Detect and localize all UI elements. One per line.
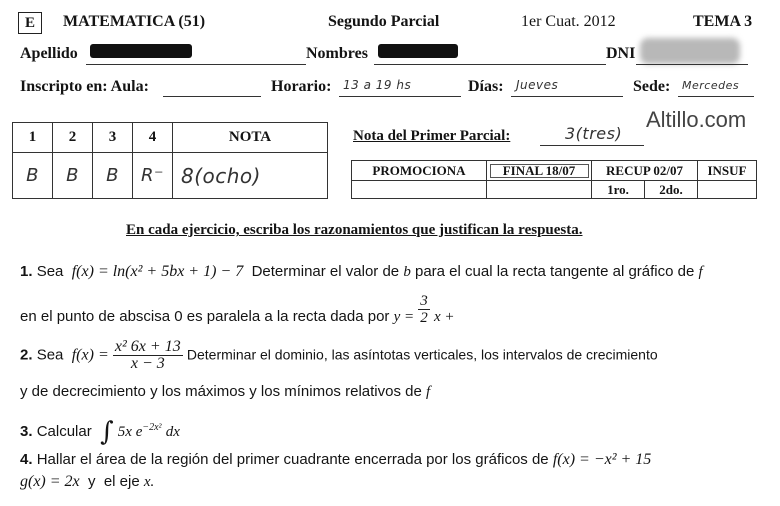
exercise-3-integrand: 5x e: [117, 424, 143, 440]
exercise-1-text-c: en el punto de abscisa 0 es paralela a la recta dada por: [20, 308, 390, 326]
exercise-4-number: 4.: [20, 451, 33, 468]
status-final: FINAL 18/07: [487, 161, 592, 181]
grades-value-row: [13, 153, 328, 199]
surname-label: Apellido: [20, 45, 78, 62]
exercise-3-exponent: −2x²: [142, 422, 162, 433]
status-empty-1: [352, 181, 487, 199]
exercise-2-intro: Sea: [36, 346, 64, 364]
exercise-2-text-a: Determinar el dominio, las asíntotas verticales, los intervalos de crecimiento: [186, 346, 658, 363]
names-redaction: [378, 44, 458, 58]
exercise-4-y: y: [88, 473, 96, 490]
integral-sign-icon: ∫: [100, 417, 114, 447]
instruction: En cada ejercicio, escriba los razonamientos que justifican la respuesta.: [126, 222, 583, 238]
tema-letter-box: [18, 12, 42, 34]
grade-value-4: R⁻: [133, 153, 173, 199]
watermark: Altillo.com: [646, 107, 747, 132]
exercise-2-lhs: f(x) =: [71, 346, 109, 364]
grades-header-2: 2: [53, 123, 93, 153]
exercise-4-line-1: [20, 451, 651, 469]
dni-redaction: [640, 38, 740, 64]
names-line: [374, 64, 606, 65]
grades-header-4: 4: [133, 123, 173, 153]
grade-value-3: B: [93, 153, 133, 199]
first-partial-label: Nota del Primer Parcial:: [353, 128, 511, 144]
status-promociona: PROMOCIONA: [352, 161, 487, 181]
exercise-1-line-1: [20, 263, 703, 281]
exercise-1-text-b: para el cual la recta tangente al gráfico de: [414, 263, 695, 280]
status-recup: RECUP 02/07: [592, 161, 698, 181]
days-label: Días:: [468, 78, 504, 95]
dni-line: [636, 64, 748, 65]
site-label: Sede:: [633, 78, 671, 95]
exam-period: 1er Cuat. 2012: [521, 13, 616, 30]
exercise-4-f: f(x) = −x² + 15: [552, 451, 652, 468]
schedule-label: Horario:: [271, 78, 332, 95]
tema-letter: E: [24, 15, 35, 31]
exam-name: Segundo Parcial: [328, 13, 440, 30]
exercise-1-text-a: Determinar el valor de: [251, 263, 400, 280]
exercise-1-eq: y =: [393, 309, 415, 326]
grades-header-nota: NOTA: [173, 123, 328, 153]
exercise-2-number: 2.: [20, 346, 33, 364]
exercise-1-f: f: [698, 264, 703, 280]
grades-header-1: 1: [13, 123, 53, 153]
schedule-line: [339, 96, 461, 97]
first-partial-value: 3(tres): [565, 124, 623, 143]
grades-table: [12, 122, 328, 199]
aula-line: [163, 96, 261, 97]
grade-value-nota: 8(ocho): [173, 153, 328, 199]
exercise-3-line: [20, 413, 180, 447]
exercise-1-intro: Sea: [36, 263, 64, 280]
status-row-1: [352, 161, 757, 181]
exercise-2-denominator: x − 3: [130, 355, 165, 372]
grade-value-2: B: [53, 153, 93, 199]
exercise-3-number: 3.: [20, 423, 33, 440]
schedule-value: 13 a 19 hs: [343, 78, 412, 92]
status-first: 1ro.: [592, 181, 645, 199]
exercise-2-text-b: y de decrecimiento y los máximos y los mínimos relativos de: [20, 383, 422, 400]
site-line: [678, 96, 754, 97]
dni-label: DNI: [606, 45, 636, 62]
status-table: [351, 160, 757, 199]
status-empty-2: [487, 181, 592, 199]
exercise-4-text-a: Hallar el área de la región del primer cuadrante encerrada por los gráficos de: [36, 451, 549, 468]
exercise-4-line-2: [20, 473, 154, 491]
exercise-1-fraction: [418, 293, 430, 326]
grade-value-1: B: [13, 153, 53, 199]
exercise-1-frac-num: 3: [420, 293, 428, 309]
first-partial-line: [540, 145, 644, 146]
exam-theme: TEMA 3: [693, 13, 753, 30]
exercise-1-line-2: [20, 293, 455, 326]
exercise-2-line-1: [20, 339, 658, 372]
exercise-4-g: g(x) = 2x: [20, 473, 80, 490]
exercise-4-x: x.: [143, 474, 155, 490]
exercise-1-var-b: b: [403, 264, 411, 280]
days-value: Jueves: [516, 78, 559, 92]
days-line: [511, 96, 623, 97]
exercise-1-frac-den: 2: [420, 310, 428, 326]
surname-line: [86, 64, 306, 65]
enrolled-label: Inscripto en: Aula:: [20, 78, 149, 95]
status-insuf: INSUF: [698, 161, 757, 181]
exercise-2-line-2: [20, 383, 430, 401]
exercise-1-formula: f(x) = ln(x² + 5bx + 1) − 7: [71, 263, 244, 280]
status-row-2: [352, 181, 757, 199]
names-label: Nombres: [306, 45, 368, 62]
exercise-2-numerator: x² 6x + 13: [114, 338, 181, 355]
site-value: Mercedes: [682, 79, 740, 92]
status-second: 2do.: [645, 181, 698, 199]
exercise-3-dx: dx: [165, 424, 180, 440]
grades-header-3: 3: [93, 123, 133, 153]
exercise-1-tail: x +: [433, 309, 455, 326]
exercise-3-intro: Calcular: [36, 423, 92, 440]
subject-title: MATEMATICA (51): [63, 13, 206, 30]
exercise-2-f: f: [425, 384, 431, 400]
status-empty-3: [698, 181, 757, 199]
grades-header-row: [13, 123, 328, 153]
surname-redaction: [90, 44, 192, 58]
exercise-2-fraction: [113, 339, 183, 372]
exercise-4-text-b: el eje: [103, 473, 140, 490]
exercise-1-number: 1.: [20, 263, 33, 280]
